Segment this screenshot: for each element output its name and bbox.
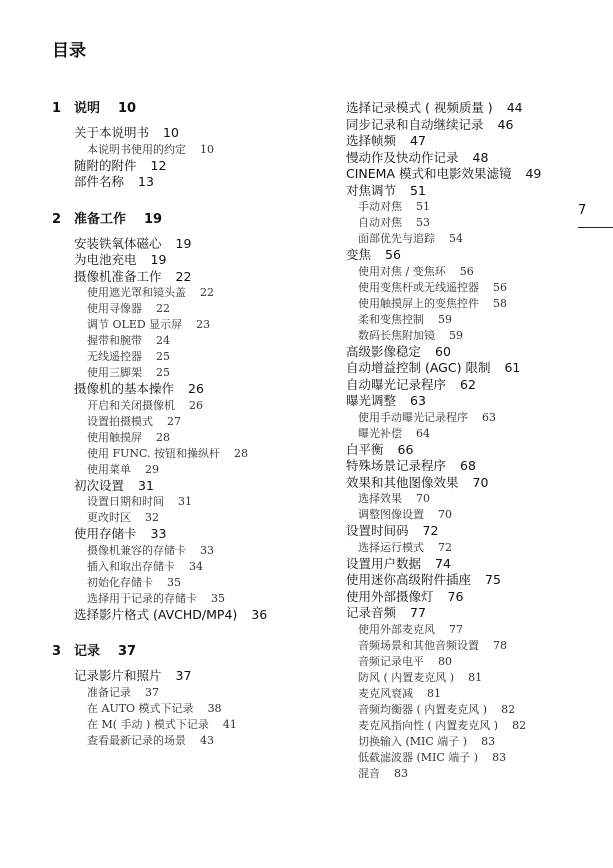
toc-section-entry[interactable]	[346, 150, 571, 167]
toc-subsection-entry[interactable]	[52, 349, 322, 365]
toc-chapter-entry[interactable]	[52, 100, 322, 118]
entry-title: CINEMA 模式和电影效果滤镜	[346, 166, 512, 181]
entry-title: 选择效果	[358, 492, 402, 505]
entry-page-number: 61	[504, 360, 521, 375]
toc-section-entry[interactable]	[346, 377, 571, 394]
entry-page-number: 70	[416, 492, 430, 505]
entry-title: 音频记录电平	[358, 654, 424, 668]
entry-page-number: 34	[189, 559, 203, 573]
entry-page-number: 32	[145, 511, 159, 524]
entry-title: 效果和其他图像效果	[346, 474, 459, 490]
entry-title: 查看最新记录的场景	[87, 733, 186, 747]
entry-page-number: 26	[188, 381, 204, 396]
toc-subsection-entry[interactable]	[346, 312, 571, 328]
entry-title: 高级影像稳定	[346, 343, 422, 359]
entry-title: 本说明书使用的约定	[87, 142, 186, 156]
entry-page-number: 58	[493, 296, 507, 310]
entry-title: 设置日期和时间	[87, 495, 164, 508]
toc-section-entry[interactable]	[52, 668, 322, 685]
toc-section-entry[interactable]	[346, 556, 571, 573]
toc-subsection-entry[interactable]	[346, 410, 571, 426]
toc-section-entry[interactable]	[52, 607, 322, 624]
toc-subsection-entry[interactable]	[346, 702, 571, 718]
entry-page-number: 51	[410, 182, 426, 198]
entry-title: 插入和取出存储卡	[87, 559, 175, 573]
entry-page-number: 72	[422, 523, 439, 538]
entry-page-number: 59	[438, 312, 452, 326]
entry-page-number: 13	[138, 174, 154, 189]
entry-page-number: 47	[410, 133, 426, 148]
entry-page-number: 37	[175, 668, 192, 683]
chapter-number: 3	[52, 644, 62, 659]
entry-page-number: 28	[234, 446, 249, 460]
entry-page-number: 60	[435, 343, 451, 359]
toc-subsection-entry[interactable]	[52, 142, 322, 158]
entry-page-number: 77	[449, 622, 463, 636]
entry-title: 自动增益控制 (AGC) 限制	[346, 360, 491, 375]
toc-subsection-entry[interactable]	[346, 491, 571, 507]
entry-title: 使用迷你高级附件插座	[346, 572, 472, 587]
entry-title: 使用手动曝光记录程序	[358, 410, 468, 424]
toc-section-entry[interactable]	[346, 393, 571, 410]
toc-section-entry[interactable]	[52, 381, 322, 398]
entry-page-number: 22	[200, 286, 214, 299]
entry-title: 安装铁氧体磁心	[74, 235, 162, 251]
toc-chapter-entry[interactable]	[52, 643, 322, 661]
entry-page-number: 51	[416, 200, 430, 213]
entry-title: 混音	[358, 766, 380, 780]
entry-title: 为电池充电	[74, 252, 137, 267]
entry-title: 说明	[74, 101, 101, 116]
entry-page-number: 43	[200, 733, 214, 747]
toc-subsection-entry[interactable]	[346, 215, 571, 231]
toc-section-entry[interactable]	[346, 458, 571, 475]
entry-title: 准备工作	[74, 211, 127, 227]
entry-title: 设置时间码	[346, 523, 409, 538]
entry-title: 记录	[74, 644, 101, 659]
entry-title: 使用三脚架	[87, 366, 142, 379]
toc-right-column	[346, 100, 571, 782]
entry-page-number: 31	[178, 495, 192, 508]
entry-title: 使用外部麦克风	[358, 622, 435, 636]
entry-title: 手动对焦	[358, 200, 402, 213]
entry-title: 使用对焦 / 变焦环	[358, 264, 446, 278]
entry-page-number: 31	[138, 477, 154, 493]
entry-page-number: 82	[512, 718, 527, 732]
entry-title: 握带和腕带	[87, 334, 142, 347]
entry-page-number: 44	[506, 100, 523, 115]
toc-subsection-entry[interactable]	[346, 750, 571, 766]
toc-subsection-entry[interactable]	[52, 446, 322, 462]
entry-page-number: 26	[189, 398, 203, 412]
entry-title: 使用变焦杆或无线遥控器	[358, 280, 479, 294]
toc-section-entry[interactable]	[346, 475, 571, 492]
entry-title: 慢动作及快动作记录	[346, 149, 459, 165]
entry-page-number: 12	[150, 157, 167, 173]
entry-page-number: 48	[472, 149, 489, 165]
entry-page-number: 81	[427, 686, 441, 700]
toc-subsection-entry[interactable]	[346, 231, 571, 247]
entry-title: 使用寻像器	[87, 302, 142, 315]
toc-subsection-entry[interactable]	[52, 414, 322, 430]
toc-subsection-entry[interactable]	[52, 365, 322, 381]
entry-page-number: 33	[150, 526, 167, 541]
toc-subsection-entry[interactable]	[346, 540, 571, 556]
entry-page-number: 64	[416, 426, 430, 440]
toc-subsection-entry[interactable]	[52, 685, 322, 701]
entry-title: 初次设置	[74, 477, 125, 493]
entry-title: 自动曝光记录程序	[346, 376, 447, 392]
entry-page-number: 83	[394, 766, 408, 780]
toc-subsection-entry[interactable]	[52, 733, 322, 749]
toc-subsection-entry[interactable]	[346, 296, 571, 312]
entry-page-number: 37	[118, 644, 137, 659]
entry-page-number: 77	[410, 605, 426, 620]
entry-title: 使用外部摄像灯	[346, 588, 434, 604]
entry-title: 随附的附件	[74, 157, 137, 173]
entry-page-number: 75	[485, 572, 501, 587]
toc-subsection-entry[interactable]	[346, 199, 571, 215]
toc-subsection-entry[interactable]	[346, 654, 571, 670]
toc-subsection-entry[interactable]	[52, 543, 322, 559]
entry-title: 对焦调节	[346, 182, 397, 198]
entry-page-number: 19	[144, 211, 163, 227]
entry-title: 防风 ( 内置麦克风 )	[358, 670, 455, 684]
toc-subsection-entry[interactable]	[346, 718, 571, 734]
entry-title: 开启和关闭摄像机	[87, 398, 175, 412]
entry-title: 设置用户数据	[346, 555, 422, 571]
page-title: 目录	[52, 41, 86, 61]
toc-subsection-entry[interactable]	[52, 333, 322, 349]
toc-subsection-entry[interactable]	[346, 280, 571, 296]
toc-section-entry[interactable]	[52, 526, 322, 543]
entry-page-number: 23	[196, 318, 211, 331]
entry-title: 使用遮光罩和镜头盖	[87, 286, 186, 299]
toc-subsection-entry[interactable]	[52, 701, 322, 717]
entry-title: 曝光调整	[346, 393, 397, 408]
entry-title: 记录影片和照片	[74, 668, 162, 683]
toc-section-entry[interactable]	[346, 117, 571, 134]
entry-page-number: 72	[438, 540, 452, 554]
entry-page-number: 22	[156, 302, 170, 315]
entry-title: 自动对焦	[358, 216, 402, 229]
toc-section-entry[interactable]	[346, 442, 571, 459]
entry-page-number: 33	[200, 543, 214, 557]
entry-page-number: 56	[385, 247, 401, 262]
toc-subsection-entry[interactable]	[346, 670, 571, 686]
toc-chapter-entry[interactable]	[52, 211, 322, 229]
entry-page-number: 25	[156, 366, 170, 379]
entry-title: 部件名称	[74, 174, 125, 189]
toc-subsection-entry[interactable]	[52, 430, 322, 446]
entry-page-number: 49	[525, 166, 542, 181]
toc-subsection-entry[interactable]	[52, 301, 322, 317]
toc-subsection-entry[interactable]	[52, 575, 322, 591]
entry-title: 使用菜单	[87, 462, 131, 476]
entry-page-number: 70	[438, 508, 452, 521]
entry-page-number: 56	[459, 264, 474, 278]
entry-title: 初始化存储卡	[87, 575, 153, 589]
toc-subsection-entry[interactable]	[52, 317, 322, 333]
entry-title: 无线遥控器	[87, 350, 142, 363]
entry-page-number: 36	[251, 606, 268, 622]
entry-title: 麦克风衰减	[358, 686, 413, 700]
entry-page-number: 76	[447, 588, 464, 604]
toc-subsection-entry[interactable]	[52, 559, 322, 575]
entry-page-number: 24	[156, 334, 170, 347]
entry-title: 选择记录模式 ( 视频质量 )	[346, 100, 493, 115]
toc-left-column	[52, 100, 322, 749]
toc-section-entry[interactable]	[346, 605, 571, 622]
chapter-number: 2	[52, 211, 62, 227]
toc-section-entry[interactable]	[346, 183, 571, 200]
toc-section-entry[interactable]	[52, 252, 322, 269]
entry-title: 白平衡	[346, 441, 384, 457]
entry-page-number: 62	[460, 376, 476, 392]
entry-title: 记录音频	[346, 605, 397, 620]
entry-page-number: 80	[438, 654, 452, 668]
entry-title: 低截滤波器 (MIC 端子 )	[358, 750, 479, 764]
toc-section-entry[interactable]	[346, 133, 571, 150]
entry-title: 柔和变焦控制	[358, 312, 424, 326]
toc-subsection-entry[interactable]	[346, 426, 571, 442]
toc-section-entry[interactable]	[346, 166, 571, 183]
entry-title: 选择运行模式	[358, 540, 424, 554]
entry-title: 摄像机的基本操作	[74, 381, 175, 396]
page-number-rule	[578, 227, 613, 228]
entry-page-number: 83	[481, 734, 496, 748]
entry-page-number: 19	[150, 252, 167, 267]
entry-page-number: 53	[416, 216, 430, 229]
entry-page-number: 29	[145, 462, 159, 476]
toc-section-entry[interactable]	[346, 360, 571, 377]
entry-page-number: 59	[449, 328, 463, 342]
toc-section-entry[interactable]	[346, 100, 571, 117]
entry-page-number: 66	[397, 441, 414, 457]
entry-page-number: 35	[167, 575, 181, 589]
entry-page-number: 22	[175, 268, 192, 284]
toc-section-entry[interactable]	[346, 523, 571, 540]
toc-subsection-entry[interactable]	[346, 638, 571, 654]
entry-title: 关于本说明书	[74, 125, 150, 140]
entry-title: 选择帧频	[346, 133, 397, 148]
toc-subsection-entry[interactable]	[52, 510, 322, 526]
toc-section-entry[interactable]	[346, 572, 571, 589]
toc-subsection-entry[interactable]	[52, 285, 322, 301]
entry-title: 摄像机准备工作	[74, 268, 162, 284]
entry-title: 在 AUTO 模式下记录	[87, 701, 194, 715]
toc-subsection-entry[interactable]	[52, 717, 322, 733]
entry-title: 设置拍摄模式	[87, 414, 153, 428]
entry-title: 选择影片格式 (AVCHD/MP4)	[74, 606, 238, 622]
toc-subsection-entry[interactable]	[52, 591, 322, 607]
entry-page-number: 82	[501, 702, 516, 716]
entry-page-number: 63	[482, 410, 496, 424]
toc-subsection-entry[interactable]	[346, 507, 571, 523]
chapter-number: 1	[52, 101, 62, 116]
entry-page-number: 10	[163, 125, 179, 140]
toc-section-entry[interactable]	[52, 269, 322, 286]
entry-title: 调节 OLED 显示屏	[87, 318, 183, 331]
toc-subsection-entry[interactable]	[346, 264, 571, 280]
entry-title: 使用 FUNC. 按钮和操纵杆	[87, 446, 221, 460]
toc-section-entry[interactable]	[346, 247, 571, 264]
entry-page-number: 46	[497, 116, 514, 132]
entry-title: 麦克风指向性 ( 内置麦克风 )	[358, 718, 499, 732]
entry-title: 曝光补偿	[358, 426, 402, 440]
entry-title: 面部优先与追踪	[358, 232, 435, 245]
toc-subsection-entry[interactable]	[346, 328, 571, 344]
toc-subsection-entry[interactable]	[52, 398, 322, 414]
toc-section-entry[interactable]	[52, 174, 322, 191]
toc-section-entry[interactable]	[346, 344, 571, 361]
entry-title: 在 M( 手动 ) 模式下记录	[87, 717, 209, 731]
toc-section-entry[interactable]	[346, 589, 571, 606]
toc-section-entry[interactable]	[52, 125, 322, 142]
entry-page-number: 78	[493, 638, 507, 652]
entry-page-number: 70	[472, 474, 489, 490]
toc-subsection-entry[interactable]	[346, 766, 571, 782]
toc-section-entry[interactable]	[52, 158, 322, 175]
entry-page-number: 27	[167, 414, 181, 428]
entry-title: 使用触摸屏上的变焦控件	[358, 296, 479, 310]
entry-title: 更改时区	[87, 511, 131, 524]
entry-title: 音频均衡器 ( 内置麦克风 )	[358, 702, 488, 716]
entry-title: 切换输入 (MIC 端子 )	[358, 734, 468, 748]
entry-title: 准备记录	[87, 685, 131, 699]
entry-title: 使用存储卡	[74, 526, 137, 541]
entry-page-number: 28	[156, 430, 170, 444]
entry-page-number: 41	[222, 717, 237, 731]
toc-subsection-entry[interactable]	[346, 734, 571, 750]
toc-subsection-entry[interactable]	[346, 686, 571, 702]
page-number: 7	[578, 203, 587, 218]
entry-title: 变焦	[346, 247, 372, 262]
entry-page-number: 74	[435, 555, 451, 571]
entry-page-number: 81	[468, 670, 483, 684]
entry-title: 调整图像设置	[358, 508, 424, 521]
toc-section-entry[interactable]	[52, 236, 322, 253]
entry-title: 同步记录和自动继续记录	[346, 116, 484, 132]
entry-title: 摄像机兼容的存储卡	[87, 543, 186, 557]
toc-subsection-entry[interactable]	[52, 462, 322, 478]
entry-page-number: 63	[410, 393, 426, 408]
entry-title: 数码长焦附加镜	[358, 328, 435, 342]
entry-title: 使用触摸屏	[87, 430, 142, 444]
toc-subsection-entry[interactable]	[346, 622, 571, 638]
entry-page-number: 54	[449, 232, 463, 245]
entry-page-number: 10	[200, 142, 214, 156]
entry-page-number: 38	[207, 701, 222, 715]
entry-title: 音频场景和其他音频设置	[358, 638, 479, 652]
entry-page-number: 10	[118, 101, 137, 116]
entry-page-number: 56	[493, 280, 507, 294]
entry-page-number: 83	[492, 750, 507, 764]
entry-title: 特殊场景记录程序	[346, 458, 447, 473]
toc-subsection-entry[interactable]	[52, 494, 322, 510]
entry-page-number: 25	[156, 350, 170, 363]
entry-page-number: 68	[460, 458, 476, 473]
entry-page-number: 35	[211, 591, 225, 605]
entry-page-number: 37	[145, 685, 159, 699]
entry-page-number: 19	[175, 235, 192, 251]
entry-title: 选择用于记录的存储卡	[87, 591, 197, 605]
toc-section-entry[interactable]	[52, 478, 322, 495]
